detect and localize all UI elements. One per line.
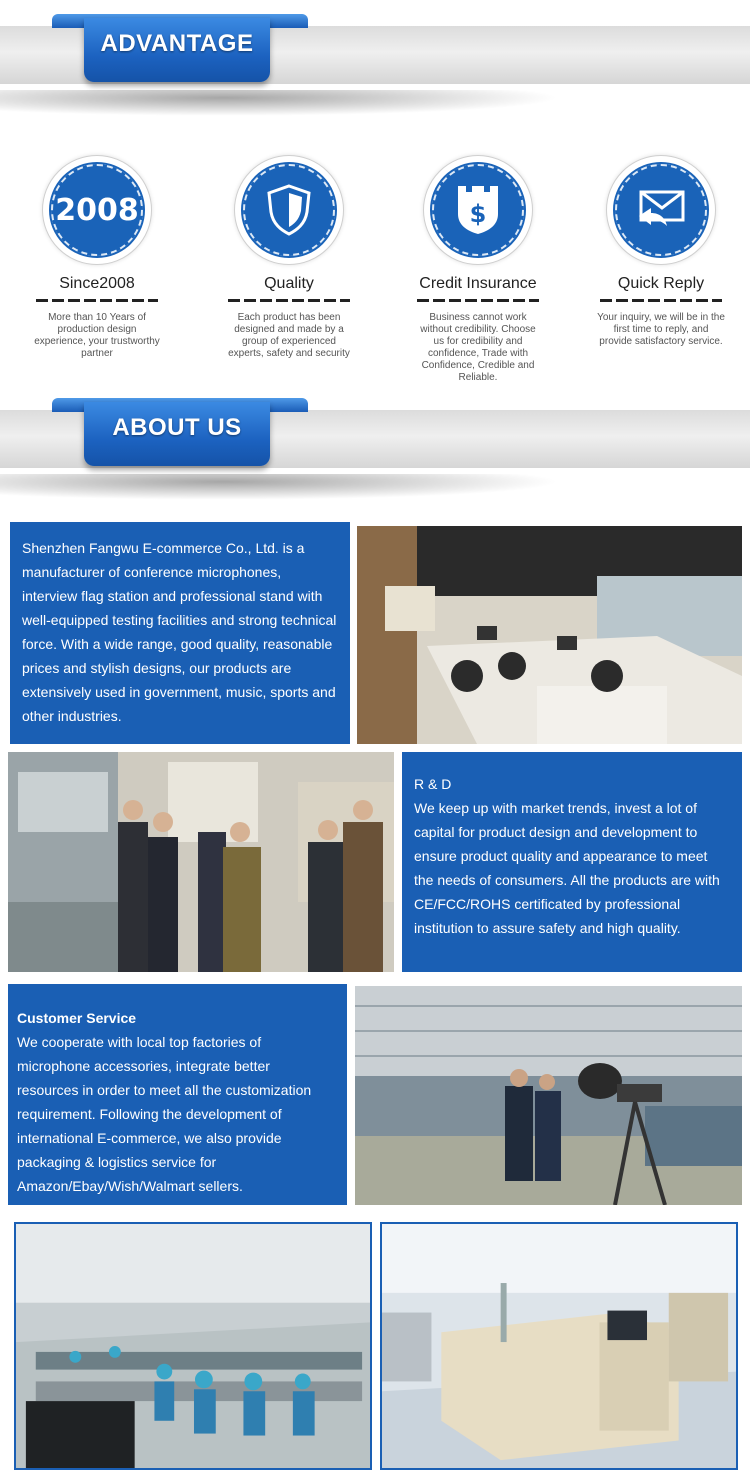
banner-tab bbox=[84, 402, 270, 466]
feature-name: Quick Reply bbox=[617, 275, 705, 292]
cs-text: We cooperate with local top factories of microphone accessories, integrate better resources in order to meet all the customization requirement. Following the development of international E-commerce, we also provide packaging & logistics service for Amazon/Ebay/Wish/Walmart sellers. bbox=[17, 1034, 312, 1194]
dashed-divider bbox=[417, 299, 539, 302]
advantage-title: ADVANTAGE bbox=[100, 30, 254, 57]
feature-desc: Your inquiry, we will be in the first time to reply, and provide satisfactory service. bbox=[597, 312, 725, 347]
envelope-reply-icon bbox=[615, 164, 707, 256]
lab-photo bbox=[8, 752, 394, 972]
about-title: ABOUT US bbox=[112, 414, 242, 441]
rd-text: We keep up with market trends, invest a lot of capital for product design and development to ensure product quality and appearance to meet the needs of consumers. All the products are with CE/FCC/ROHS certificated by professional institution to assure safety and high quality. bbox=[414, 800, 720, 936]
feature-name: Credit Insurance bbox=[419, 275, 537, 292]
cs-box bbox=[8, 984, 347, 1205]
advantage-banner bbox=[0, 14, 750, 124]
shield-icon bbox=[243, 164, 335, 256]
feature-desc: Business cannot work without credibility. Choose us for credibility and confidence, Trade with Confidence, Credible and Reliable. bbox=[420, 312, 536, 383]
banner-shadow bbox=[0, 90, 560, 116]
intro-box bbox=[10, 522, 350, 744]
feature-name: Since2008 bbox=[59, 275, 135, 292]
dollar-castle-icon bbox=[432, 164, 524, 256]
year-2008-icon: 2008 bbox=[51, 164, 143, 256]
smt-machine-photo bbox=[380, 1222, 738, 1470]
cs-heading: Customer Service bbox=[17, 1010, 137, 1026]
feature-ring bbox=[234, 155, 344, 265]
feature-desc: More than 10 Years of production design experience, your trustworthy partner bbox=[34, 312, 160, 359]
feature-desc: Each product has been designed and made by a group of experienced experts, safety and security bbox=[228, 312, 350, 359]
factory-photo bbox=[355, 986, 742, 1205]
feature-quality bbox=[214, 155, 364, 360]
feature-quick-reply bbox=[586, 155, 736, 348]
feature-ring bbox=[42, 155, 152, 265]
feature-credit-insurance bbox=[403, 155, 553, 384]
intro-text: Shenzhen Fangwu E-commerce Co., Ltd. is a manufacturer of conference microphones, interview flag station and professional stand with well-equipped testing facilities and strong technical force. With a wide range, good quality, reasonable prices and stylish designs, our products are extensively used in government, music, sports and other industries. bbox=[22, 540, 337, 724]
about-banner bbox=[0, 398, 750, 508]
dashed-divider bbox=[600, 299, 722, 302]
rd-heading: R & D bbox=[414, 776, 452, 792]
svg-text:$: $ bbox=[469, 200, 487, 228]
assembly-line-photo bbox=[14, 1222, 372, 1470]
feature-since2008 bbox=[22, 155, 172, 360]
feature-ring bbox=[423, 155, 533, 265]
banner-tab bbox=[84, 18, 270, 82]
rd-box bbox=[402, 752, 742, 972]
dashed-divider bbox=[36, 299, 158, 302]
banner-shadow bbox=[0, 474, 560, 500]
dashed-divider bbox=[228, 299, 350, 302]
feature-name: Quality bbox=[264, 275, 314, 292]
feature-ring bbox=[606, 155, 716, 265]
office-photo bbox=[357, 526, 742, 744]
